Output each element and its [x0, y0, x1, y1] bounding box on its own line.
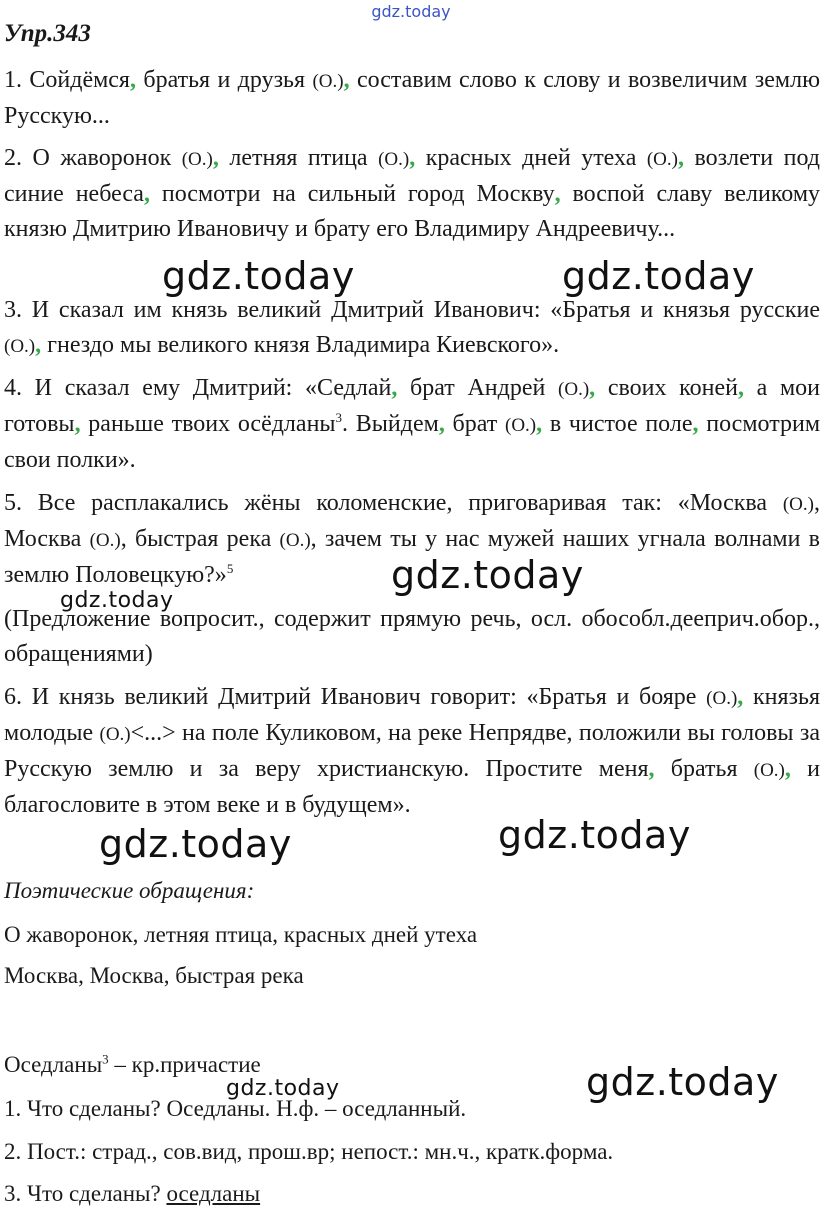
poetic-heading: Поэтические обращения: [4, 878, 255, 903]
analysis-heading: Оседланы$^3$ – кр.причастие [4, 1051, 261, 1077]
analysis-line-1: 1. Что сделаны? Оседланы. Н.ф. – оседланный. [4, 1096, 467, 1121]
sentence-4: 4. И сказал ему Дмитрий: «Седлай, брат Андрей (О.), своих коней, а мои готовы, раньше твоих осёдланы$^3$. Выйдем, брат (О.), в чистое поле, посмотрим свои полки». [4, 375, 821, 473]
watermark: gdz.today [562, 254, 755, 298]
poetic-line-2: Москва, Москва, быстрая река [4, 963, 304, 988]
sentence-1: 1. Сойдёмся, братья и друзья (О.), составим слово к слову и возвеличим землю Русскую... [4, 67, 821, 129]
watermark: gdz.today [99, 822, 292, 866]
sentence-5: 5. Все расплакались жёны коломенские, приговаривая так: «Москва (О.), Москва (О.), быстрая река (О.), зачем ты у нас мужей наших угнала волнами в землю Половецкую?»$^5$ [4, 490, 821, 588]
watermark: gdz.today [498, 813, 691, 857]
sentence-5-note: (Предложение вопросит., содержит прямую речь, осл. обособл.дееприч.обор., обращениями) [4, 606, 820, 667]
watermark: gdz.today [586, 1060, 779, 1104]
poetic-line-1: О жаворонок, летняя птица, красных дней утеха [4, 922, 478, 947]
watermark: gdz.today [391, 553, 584, 597]
watermark: gdz.today [60, 588, 174, 613]
sentence-6: 6. И князь великий Дмитрий Иванович говорит: «Братья и бояре (О.), князья молодые (О.)<...> на поле Куликовом, на реке Непрядве, положили вы головы за Русскую землю и за веру христианскую. Простите меня, братья (О.), и благословите в этом веке и в будущем». [4, 684, 820, 818]
analysis-line-2: 2. Пост.: страд., сов.вид, прош.вр; непост.: мн.ч., кратк.форма. [4, 1139, 614, 1164]
sentence-3: 3. И сказал им князь великий Дмитрий Иванович: «Братья и князья русские (О.), гнездо мы великого князя Владимира Киевского». [4, 297, 820, 358]
sentence-2: 2. О жаворонок (О.), летняя птица (О.), красных дней утеха (О.), возлети под синие небеса, посмотри на сильный город Москву, воспой славу великому князю Дмитрию Ивановичу и брату его Владимиру Андреевичу... [4, 145, 821, 242]
watermark: gdz.today [226, 1076, 340, 1101]
exercise-title: Упр.343 [4, 20, 91, 47]
watermark: gdz.today [162, 254, 355, 298]
top-watermark: gdz.today [371, 2, 451, 21]
analysis-line-3: 3. Что сделаны? оседланы [4, 1181, 261, 1206]
